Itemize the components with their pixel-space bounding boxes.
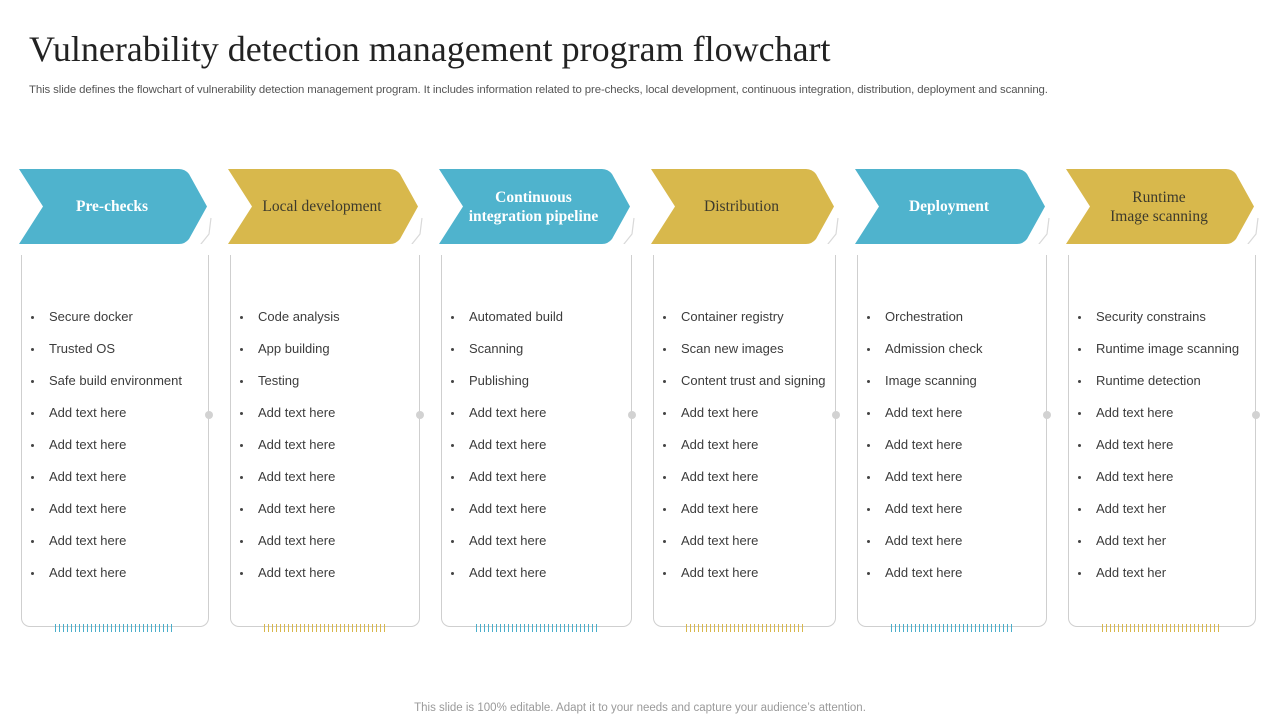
stage-title: Pre-checks (75, 198, 149, 215)
connector-dot (1252, 411, 1260, 419)
list-item: Runtime detection (1078, 365, 1239, 397)
list-item: Add text here (867, 397, 983, 429)
list-item: Add text here (451, 429, 563, 461)
page-title: Vulnerability detection management program flowchart (29, 29, 831, 69)
list-item: Add text here (867, 493, 983, 525)
list-item: Add text here (31, 525, 182, 557)
list-item: Content trust and signing (663, 365, 826, 397)
list-item: Add text here (867, 525, 983, 557)
stage-items (31, 301, 182, 589)
list-item: Scanning (451, 333, 563, 365)
stage-items (663, 301, 826, 589)
stage-local-development (228, 0, 428, 720)
list-item: Security constrains (1078, 301, 1239, 333)
connector-dot (1043, 411, 1051, 419)
list-item: Add text here (867, 557, 983, 589)
stage-hatch-bar (891, 624, 1013, 632)
list-item: Automated build (451, 301, 563, 333)
stage-title: Distribution (704, 198, 779, 215)
list-item: Add text here (451, 397, 563, 429)
list-item: Add text here (1078, 461, 1239, 493)
stage-title: Continuous integration pipeline (468, 188, 599, 225)
stage-items (240, 301, 340, 589)
list-item: Add text here (240, 429, 340, 461)
list-item: Image scanning (867, 365, 983, 397)
connector-dot (205, 411, 213, 419)
stage-pre-checks (19, 0, 217, 720)
stage-title: Deployment (908, 198, 990, 215)
footer-note: This slide is 100% editable. Adapt it to your needs and capture your audience’s attention. (414, 702, 866, 714)
list-item: Add text here (867, 429, 983, 461)
list-item: Add text here (31, 493, 182, 525)
list-item: Add text here (451, 525, 563, 557)
stage-continuous-integration-pipeline (439, 0, 640, 720)
stage-items (867, 301, 983, 589)
list-item: Safe build environment (31, 365, 182, 397)
stage-runtime-image-scanning (1066, 0, 1264, 720)
stage-title: Local development (262, 198, 382, 215)
list-item: Add text here (451, 461, 563, 493)
stage-hatch-bar (686, 624, 803, 632)
list-item: Add text here (663, 429, 826, 461)
list-item: Code analysis (240, 301, 340, 333)
list-item: Add text here (240, 493, 340, 525)
page-subtitle: This slide defines the flowchart of vulnerability detection management program. It includes information related to pre-checks, local development, continuous integration, distribution, deployment and scanning. (29, 84, 1048, 96)
list-item: Add text here (240, 461, 340, 493)
list-item: Add text here (663, 493, 826, 525)
list-item: Secure docker (31, 301, 182, 333)
list-item: Add text here (1078, 397, 1239, 429)
stage-title: Runtime Image scanning (1110, 188, 1208, 225)
list-item: Add text her (1078, 525, 1239, 557)
list-item: Add text here (31, 557, 182, 589)
connector-dot (416, 411, 424, 419)
list-item: Add text her (1078, 493, 1239, 525)
list-item: App building (240, 333, 340, 365)
stage-hatch-bar (1102, 624, 1222, 632)
list-item: Testing (240, 365, 340, 397)
stage-distribution (651, 0, 844, 720)
list-item: Add text here (867, 461, 983, 493)
list-item: Add text here (1078, 429, 1239, 461)
list-item: Add text here (31, 397, 182, 429)
list-item: Orchestration (867, 301, 983, 333)
connector-dot (628, 411, 636, 419)
list-item: Add text here (240, 557, 340, 589)
list-item: Add text her (1078, 557, 1239, 589)
list-item: Add text here (663, 397, 826, 429)
list-item: Add text here (663, 557, 826, 589)
stage-items (1078, 301, 1239, 589)
list-item: Add text here (31, 461, 182, 493)
stage-deployment (855, 0, 1055, 720)
list-item: Trusted OS (31, 333, 182, 365)
list-item: Add text here (451, 557, 563, 589)
list-item: Add text here (663, 525, 826, 557)
list-item: Publishing (451, 365, 563, 397)
list-item: Container registry (663, 301, 826, 333)
list-item: Add text here (31, 429, 182, 461)
list-item: Admission check (867, 333, 983, 365)
connector-dot (832, 411, 840, 419)
list-item: Scan new images (663, 333, 826, 365)
list-item: Add text here (240, 525, 340, 557)
list-item: Add text here (451, 493, 563, 525)
stage-hatch-bar (264, 624, 386, 632)
list-item: Add text here (663, 461, 826, 493)
stage-items (451, 301, 563, 589)
list-item: Runtime image scanning (1078, 333, 1239, 365)
stage-hatch-bar (55, 624, 175, 632)
list-item: Add text here (240, 397, 340, 429)
stage-hatch-bar (476, 624, 598, 632)
